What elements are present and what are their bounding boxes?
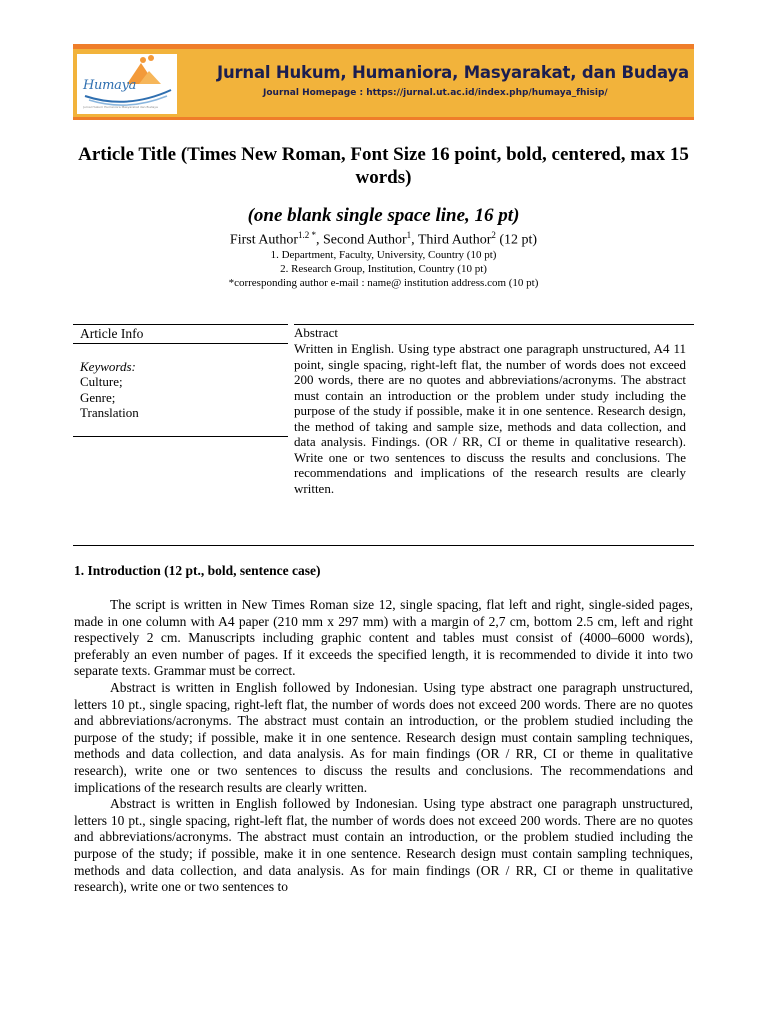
abstract-text: Written in English. Using type abstract one paragraph unstructured, A4 11 point, single spacing, right-left flat, the number of words does not exceed 200 words, there are no quotes and abbreviations/acronyms. The abstract must contain an introduction or the problem under study including the purpose of the study if possible, make it in one sentence. Research design, the method of taking and sample size, methods and data collection, and data analysis. Findings. (OR / RR, CI or theme in qualitative research). Write one or two sentences to discuss the results and conclusions. The recommendations and implications of the research results are clearly written.	[294, 341, 686, 496]
keyword: Genre;	[80, 389, 116, 405]
author-size-note: (12 pt)	[495, 232, 538, 248]
keywords-list	[80, 374, 139, 421]
paragraph: Abstract is written in English followed by Indonesian. Using type abstract one paragraph unstructured, letters 10 pt., single spacing, right-left flat, the number of words does not exceed 200 words. There are no quotes and abbreviations/acronyms. The abstract must contain an introduction, or the problem studied including the purpose of the study; if possible, make it in one sentence. Research design must contain sampling techniques, methods and data collection, and data analysis. As for main findings (OR / RR, CI or theme in qualitative research), write one or two sentences to discuss the results and conclusions. The recommendations and implications of the research results are clearly written.	[74, 679, 693, 795]
logo-subtext: Jurnal Hukum Humaniora Masyarakat dan Budaya	[83, 105, 158, 109]
corresponding-author: *corresponding author e-mail : name@ institution address.com (10 pt)	[228, 277, 539, 289]
journal-logo	[77, 54, 177, 114]
paragraph: Abstract is written in English followed by Indonesian. Using type abstract one paragraph unstructured, letters 10 pt., single spacing, right-left flat, the number of words does not exceed 200 words. There are no quotes and abbreviations/acronyms. The abstract must contain an introduction, or the problem studied including the purpose of the study; if possible, make it in one sentence. Research design must contain sampling techniques, methods and data collection, and data analysis. As for main findings (OR / RR, CI or theme in qualitative research), write one or two sentences to	[74, 796, 693, 895]
info-heading-rule	[73, 343, 288, 344]
journal-name: Jurnal Hukum, Humaniora, Masyarakat, dan Budaya	[217, 63, 689, 82]
section-divider	[73, 545, 694, 546]
author-3-affiliation: 2	[491, 230, 496, 240]
introduction-body	[74, 597, 693, 896]
journal-header-banner	[73, 44, 694, 120]
abstract-heading: Abstract	[294, 325, 339, 340]
article-subtitle: (one blank single space line, 16 pt)	[247, 205, 520, 226]
info-top-rule	[73, 324, 288, 325]
introduction-heading: 1. Introduction (12 pt., bold, sentence case)	[74, 563, 321, 578]
keyword: Culture;	[80, 374, 123, 389]
author-2-affiliation: 1	[406, 230, 412, 240]
paragraph: The script is written in New Times Roman size 12, single spacing, flat left and right, single-sided pages, made in one column with A4 paper (210 mm x 297 mm) with a margin of 2,7 cm, bottom 2.5 cm, left and right respectively 2 cm. Manuscripts including graphic content and tables must consist of (4000–6000 words), preferably an even number of pages. If it exceeds the specified length, it is recommended to divide it into two separate texts. Grammar must be correct.	[74, 597, 693, 679]
author-line	[78, 230, 689, 249]
abstract-top-rule	[294, 324, 694, 325]
article-info-heading: Article Info	[80, 326, 144, 341]
author-2: , Second Author	[316, 232, 407, 248]
logo-wordmark: Humaya	[83, 78, 137, 93]
article-title: Article Title (Times New Roman, Font Size 16 point, bold, centered, max 15 words)	[78, 144, 689, 188]
info-bottom-rule	[73, 436, 288, 437]
affiliation-1: 1. Department, Faculty, University, Country (10 pt)	[270, 249, 497, 261]
author-1: First Author	[229, 232, 298, 248]
author-3: , Third Author	[411, 232, 492, 248]
keywords-label: Keywords:	[80, 359, 136, 374]
affiliation-2: 2. Research Group, Institution, Country (10 pt)	[280, 263, 487, 275]
keyword: Translation	[80, 405, 139, 420]
author-1-affiliation: 1.2 *	[298, 230, 316, 240]
journal-homepage-link[interactable]: Journal Homepage : https://jurnal.ut.ac.id/index.php/humaya_fhisip/	[263, 88, 608, 98]
